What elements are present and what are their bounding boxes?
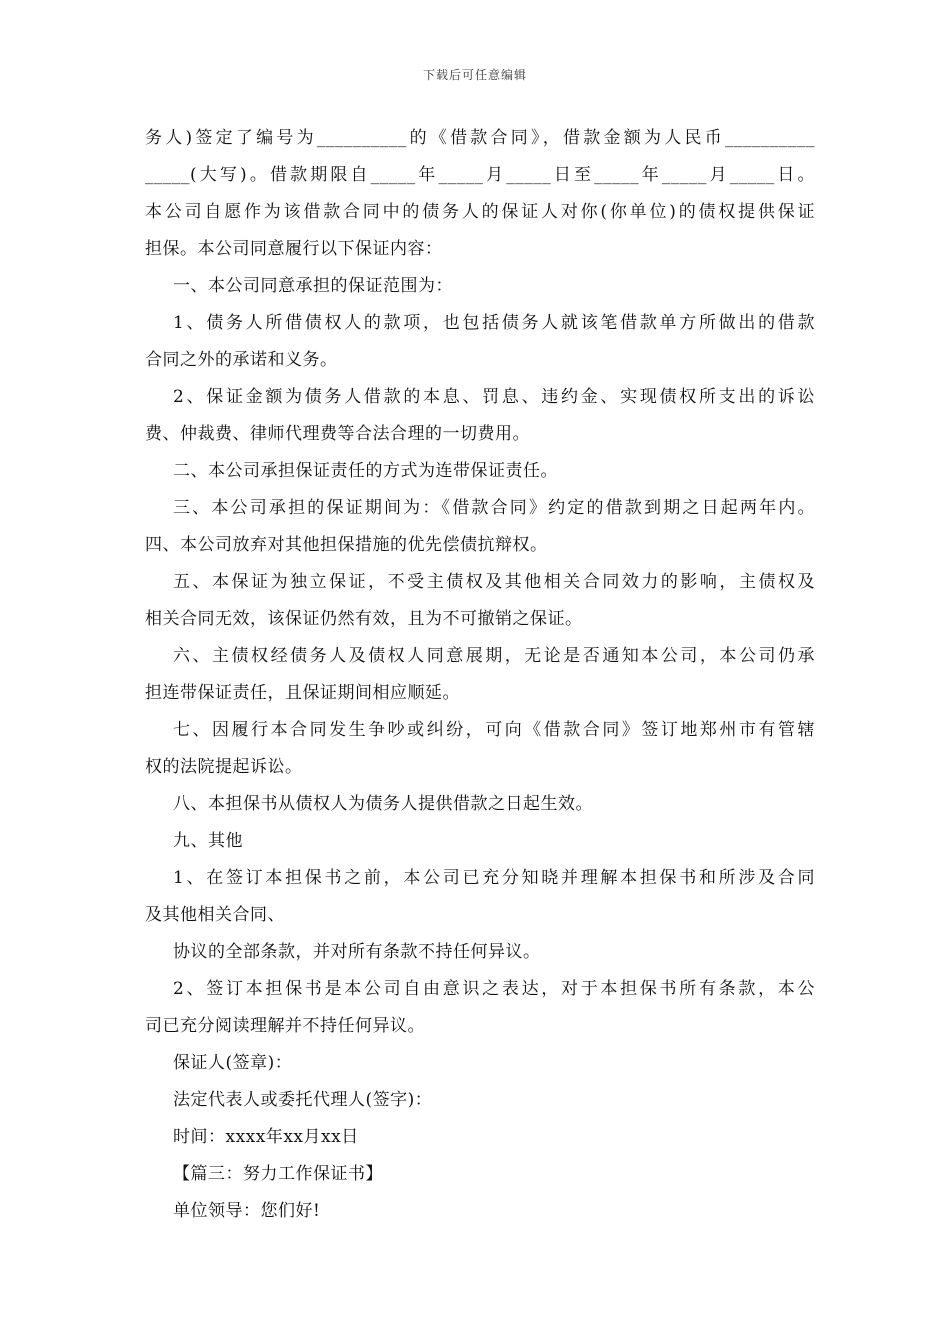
text-line: 法定代表人或委托代理人(签字)： bbox=[173, 1090, 433, 1110]
text-line: 四、本公司放弃对其他担保措施的优先偿债抗辩权。 bbox=[145, 535, 548, 555]
text-line: 八、本担保书从债权人为债务人提供借款之日起生效。 bbox=[173, 794, 593, 814]
text-line: 一、本公司同意承担的保证范围为： bbox=[173, 276, 453, 296]
text-line: 2、签订本担保书是本公司自由意识之表达，对于本担保书所有条款，本公 bbox=[173, 979, 815, 999]
text-line: 2、保证金额为债务人借款的本息、罚息、违约金、实现债权所支出的诉讼 bbox=[173, 387, 815, 407]
text-line: 六、主债权经债务人及债权人同意展期，无论是否通知本公司，本公司仍承 bbox=[173, 646, 815, 666]
text-line: 司已充分阅读理解并不持任何异议。 bbox=[145, 1016, 425, 1036]
text-line: 本公司自愿作为该借款合同中的债务人的保证人对你(你单位)的债权提供保证 bbox=[145, 202, 815, 222]
text-line: 时间：xxxx年xx月xx日 bbox=[173, 1127, 359, 1147]
text-line: 七、因履行本合同发生争吵或纠纷，可向《借款合同》签订地郑州市有管辖 bbox=[173, 720, 815, 740]
text-line: 1、在签订本担保书之前，本公司已充分知晓并理解本担保书和所涉及合同 bbox=[173, 868, 815, 888]
text-line: 合同之外的承诺和义务。 bbox=[145, 350, 338, 370]
text-line: 三、本公司承担的保证期间为：《借款合同》约定的借款到期之日起两年内。 bbox=[173, 498, 815, 518]
text-line: 1、债务人所借债权人的款项，也包括债务人就该笔借款单方所做出的借款 bbox=[173, 313, 815, 333]
text-line: 费、仲裁费、律师代理费等合法合理的一切费用。 bbox=[145, 424, 530, 444]
text-line: _____(大写)。借款期限自_____年_____月_____日至_____年_____月_____日。 bbox=[145, 165, 815, 185]
text-line: 五、本保证为独立保证，不受主债权及其他相关合同效力的影响，主债权及 bbox=[173, 572, 815, 592]
text-line: 单位领导：您们好! bbox=[173, 1201, 321, 1221]
section-heading: 【篇三：努力工作保证书】 bbox=[173, 1164, 383, 1184]
page-header: 下载后可任意编辑 bbox=[422, 68, 527, 82]
text-line: 二、本公司承担保证责任的方式为连带保证责任。 bbox=[173, 461, 558, 481]
text-line: 保证人(签章)： bbox=[173, 1053, 293, 1073]
text-line: 协议的全部条款，并对所有条款不持任何异议。 bbox=[173, 942, 541, 962]
text-line: 相关合同无效，该保证仍然有效，且为不可撤销之保证。 bbox=[145, 609, 583, 629]
document-body bbox=[145, 120, 815, 1230]
text-line: 九、其他 bbox=[173, 831, 243, 851]
text-line: 担保。本公司同意履行以下保证内容： bbox=[145, 239, 443, 259]
text-line: 权的法院提起诉讼。 bbox=[145, 757, 303, 777]
text-line: 务人)签定了编号为__________的《借款合同》，借款金额为人民币__________ bbox=[145, 128, 815, 148]
text-line: 担连带保证责任，且保证期间相应顺延。 bbox=[145, 683, 460, 703]
text-line: 及其他相关合同、 bbox=[145, 905, 285, 925]
